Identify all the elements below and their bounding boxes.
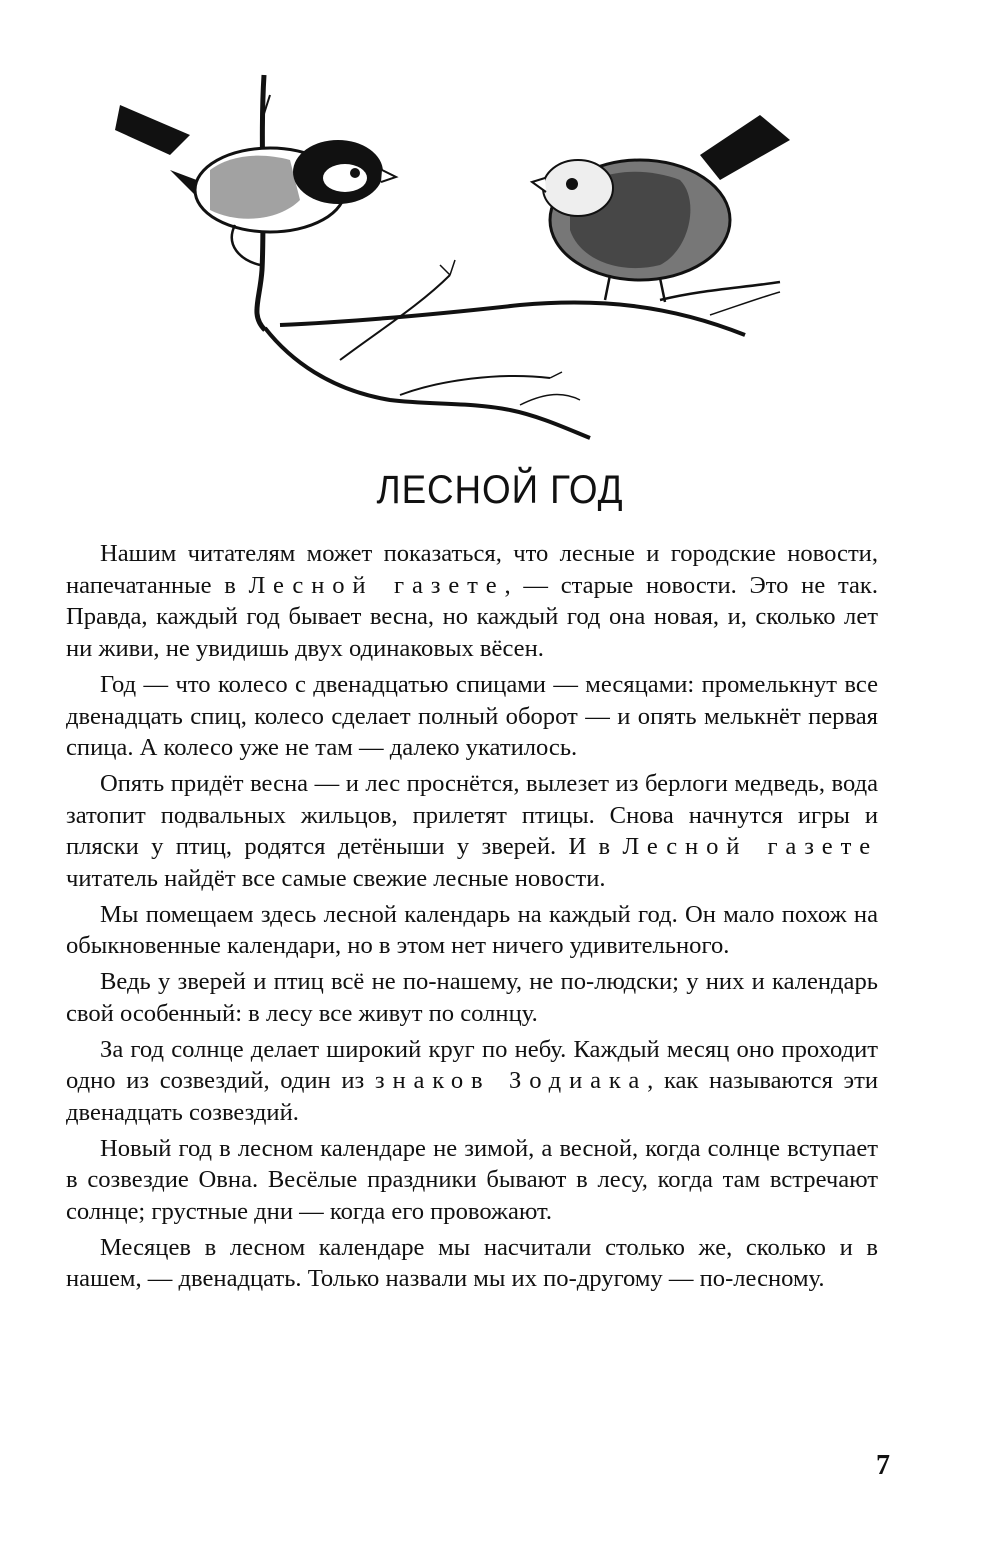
paragraph-1-text-c: , — старые новости. Это не так. Правда, каждый год бывает весна, но каждый год она новая, и, сколько лет ни живи, не увидишь двух одинаковых вёсен. <box>66 571 878 663</box>
left-bird-drawing <box>115 105 396 265</box>
paragraph-6 <box>66 1034 878 1129</box>
paragraph-1 <box>66 538 878 665</box>
chapter-title: ЛЕСНОЙ ГОД <box>376 468 624 512</box>
chapter-body <box>66 538 878 1299</box>
paragraph-6-text-a: За год солнце делает широкий круг по небу. Каждый месяц оно проходит одно из созвездий, один из <box>66 1035 878 1095</box>
newspaper-title-spaced: Лесной газете <box>248 571 505 599</box>
right-bird-drawing <box>532 115 790 302</box>
newspaper-title-spaced: Лесной газете <box>622 833 878 861</box>
paragraph-5: Ведь у зверей и птиц всё не по-нашему, не по-людски; у них и календарь свой особенный: в лесу все живут по солнцу. <box>66 968 878 1027</box>
paragraph-3 <box>66 768 878 895</box>
paragraph-3-text-a: Опять придёт весна — и лес проснётся, вылезет из берлоги медведь, вода затопит подвальных жильцов, прилетят птицы. Снова начнутся игры и пляски у птиц, родятся детёныши у зверей. И в <box>66 769 878 861</box>
zodiac-term-spaced: знаков Зодиака <box>374 1067 648 1095</box>
paragraph-2: Год — что колесо с двенадцатью спицами — месяцами: промелькнут все двенадцать спиц, колесо сделает полный оборот — и опять мелькнёт первая спица. А колесо уже не там — далеко укатилось. <box>66 670 878 762</box>
birds-on-branch-illustration <box>100 60 820 460</box>
paragraph-6-text-c: , как называются эти двенадцать созвездий. <box>66 1067 878 1126</box>
paragraph-8: Месяцев в лесном календаре мы насчитали столько же, сколько и в нашем, — двенадцать. Только назвали мы их по-другому — по-лесному. <box>66 1233 878 1293</box>
paragraph-3-text-c: читатель найдёт все самые свежие лесные новости. <box>66 865 606 893</box>
paragraph-1-text-a: Нашим читателям может показаться, что лесные и городские новости, напечатанные в <box>66 540 878 599</box>
page-number: 7 <box>876 1450 890 1481</box>
paragraph-7: Новый год в лесном календаре не зимой, а весной, когда солнце вступает в созвездие Овна. Весёлые праздники бывают в лесу, когда там встречают солнце; грустные дни — когда его провожают. <box>66 1134 878 1226</box>
paragraph-4: Мы помещаем здесь лесной календарь на каждый год. Он мало похож на обыкновенные календари, но в этом нет ничего удивительного. <box>66 900 878 960</box>
